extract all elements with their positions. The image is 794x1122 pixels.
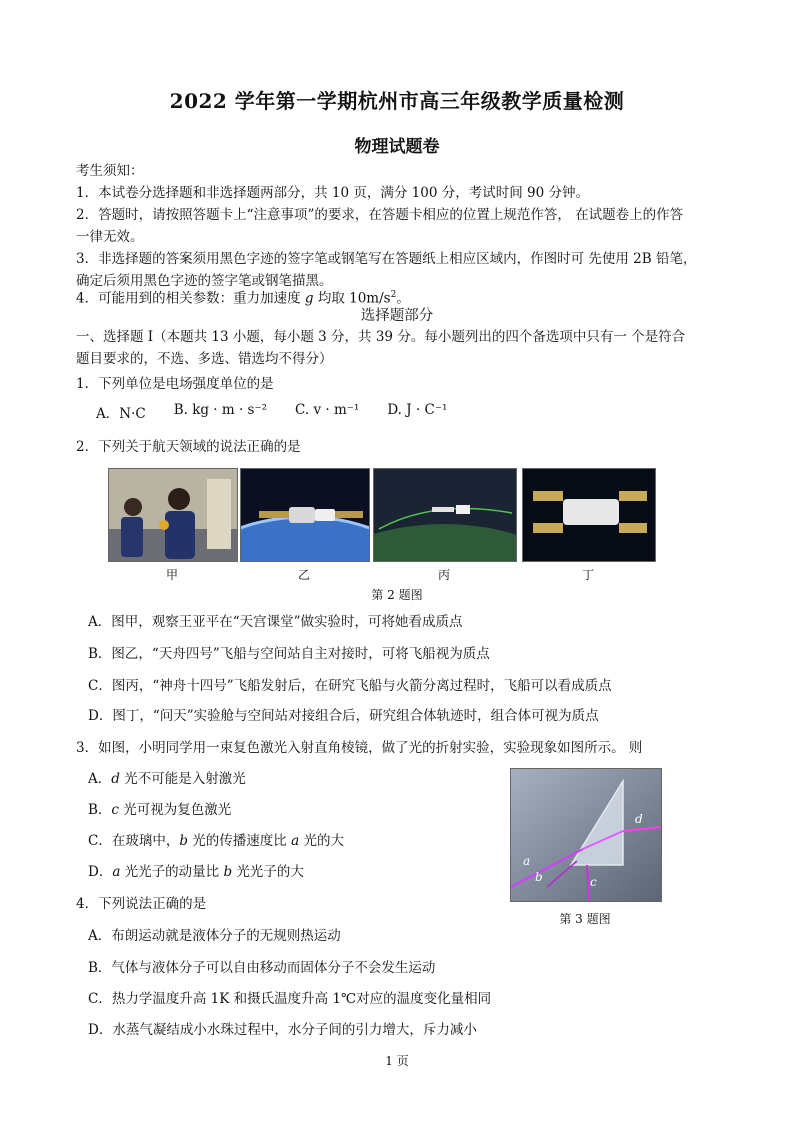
notice-item-3-cont: 确定后须用黑色字迹的签字笔或钢笔描黑。	[76, 273, 333, 289]
q2-option-d: D．图丁，“问天”实验舱与空间站对接组合后，研究组合体轨迹时，组合体可视为质点	[88, 708, 599, 724]
q3-a-pre: A．	[88, 771, 112, 787]
q3-c-post2: 光的大	[299, 833, 344, 849]
q4-stem: 4．下列说法正确的是	[76, 896, 207, 912]
q3-b-var: c	[111, 802, 119, 818]
q3-a-var: d	[111, 771, 120, 787]
image-bing	[373, 468, 517, 562]
q2-option-a: A．图甲，观察王亚平在“天宫课堂”做实验时，可将她看成质点	[88, 614, 463, 630]
q4-option-a: A．布朗运动就是液体分子的无规则热运动	[88, 928, 341, 944]
q1-stem: 1．下列单位是电场强度单位的是	[76, 376, 274, 392]
q3-c-var: b	[179, 833, 188, 849]
q3-d-post2: 光光子的大	[232, 864, 304, 880]
section-intro-2: 题目要求的，不选、多选、错选均不得分）	[76, 351, 333, 367]
q3-c-post: 光的传播速度比	[188, 833, 292, 849]
q4-option-d: D．水蒸气凝结成小水珠过程中，水分子间的引力增大，斥力减小	[88, 1022, 477, 1038]
q2-stem: 2．下列关于航天领域的说法正确的是	[76, 439, 301, 455]
label-c: c	[590, 875, 597, 889]
section-title: 选择题部分	[360, 308, 434, 324]
q1-option-d: D. J · C⁻¹	[387, 402, 448, 418]
q3-d-var2: b	[223, 864, 233, 880]
q1-option-a: A．N·C	[96, 406, 146, 422]
q3-c-pre: C．在玻璃中，	[88, 833, 180, 849]
figure-2-caption: 第 2 题图	[371, 588, 423, 602]
notice-item-4-end: 。	[396, 290, 410, 307]
notice-item-2: 2．答题时，请按照答题卡上“注意事项”的要求，在答题卡相应的位置上规范作答， 在试题卷上的作答	[76, 207, 684, 223]
figure-3-caption: 第 3 题图	[559, 912, 611, 926]
q3-d-var: a	[112, 864, 121, 880]
q3-b-post: 光可视为复色激光	[118, 802, 232, 818]
image-jia	[108, 468, 238, 562]
image-label-bing: 丙	[437, 568, 450, 582]
image-yi	[240, 468, 370, 562]
q3-option-c	[88, 831, 344, 851]
label-a: a	[523, 854, 531, 868]
notice-item-4-mid: 均取 10m/s	[313, 290, 391, 307]
exam-title: 2022 学年第一学期杭州市高三年级教学质量检测	[169, 89, 625, 113]
superscript-2: 2	[390, 290, 397, 300]
q3-stem: 3．如图，小明同学用一束复色激光入射直角棱镜，做了光的折射实验，实验现象如图所示。 则	[76, 740, 643, 756]
q3-d-pre: D．	[88, 864, 113, 880]
image-label-yi: 乙	[297, 568, 310, 582]
notice-heading: 考生须知：	[76, 163, 144, 179]
q3-a-post: 光不可能是入射激光	[119, 771, 246, 787]
paper-subtitle: 物理试题卷	[354, 137, 440, 157]
q3-c-var2: a	[291, 833, 300, 849]
notice-item-4-prefix: 4．可能用到的相关参数：重力加速度	[76, 290, 305, 307]
image-label-jia: 甲	[165, 568, 178, 582]
section-intro-1: 一、选择题 Ⅰ（本题共 13 小题，每小题 3 分，共 39 分。每小题列出的四个备选项中只有一 个是符合	[76, 329, 686, 345]
q3-option-a	[88, 769, 246, 789]
var-g: g	[304, 290, 314, 307]
notice-item-3: 3．非选择题的答案须用黑色字迹的签字笔或钢笔写在答题纸上相应区域内，作图时可 先使用 2B 铅笔，	[76, 251, 697, 267]
q3-option-d	[88, 862, 304, 882]
q4-option-c: C．热力学温度升高 1K 和摄氏温度升高 1℃对应的温度变化量相同	[88, 991, 492, 1007]
q3-b-pre: B．	[88, 802, 112, 818]
page-number: 1 页	[385, 1054, 409, 1068]
q1-option-c: C. v · m⁻¹	[295, 402, 360, 418]
label-b: b	[535, 870, 543, 884]
q2-option-b: B．图乙，“天舟四号”飞船与空间站自主对接时，可将飞船视为质点	[88, 646, 490, 662]
q2-option-c: C．图丙，“神舟十四号”飞船发射后，在研究飞船与火箭分离过程时，飞船可以看成质点	[88, 678, 612, 694]
image-ding	[522, 468, 656, 562]
label-d: d	[635, 812, 643, 826]
image-label-ding: 丁	[581, 568, 594, 582]
q1-options	[96, 402, 447, 422]
notice-item-1: 1．本试卷分选择题和非选择题两部分，共 10 页，满分 100 分，考试时间 90 分钟。	[76, 185, 589, 201]
prism-figure	[510, 768, 662, 902]
q3-option-b	[88, 800, 231, 820]
notice-item-2-cont: 一律无效。	[76, 229, 144, 245]
q3-d-post: 光光子的动量比	[120, 864, 224, 880]
q4-option-b: B．气体与液体分子可以自由移动而固体分子不会发生运动	[88, 960, 436, 976]
q1-option-b: B. kg · m · s⁻²	[173, 402, 268, 418]
